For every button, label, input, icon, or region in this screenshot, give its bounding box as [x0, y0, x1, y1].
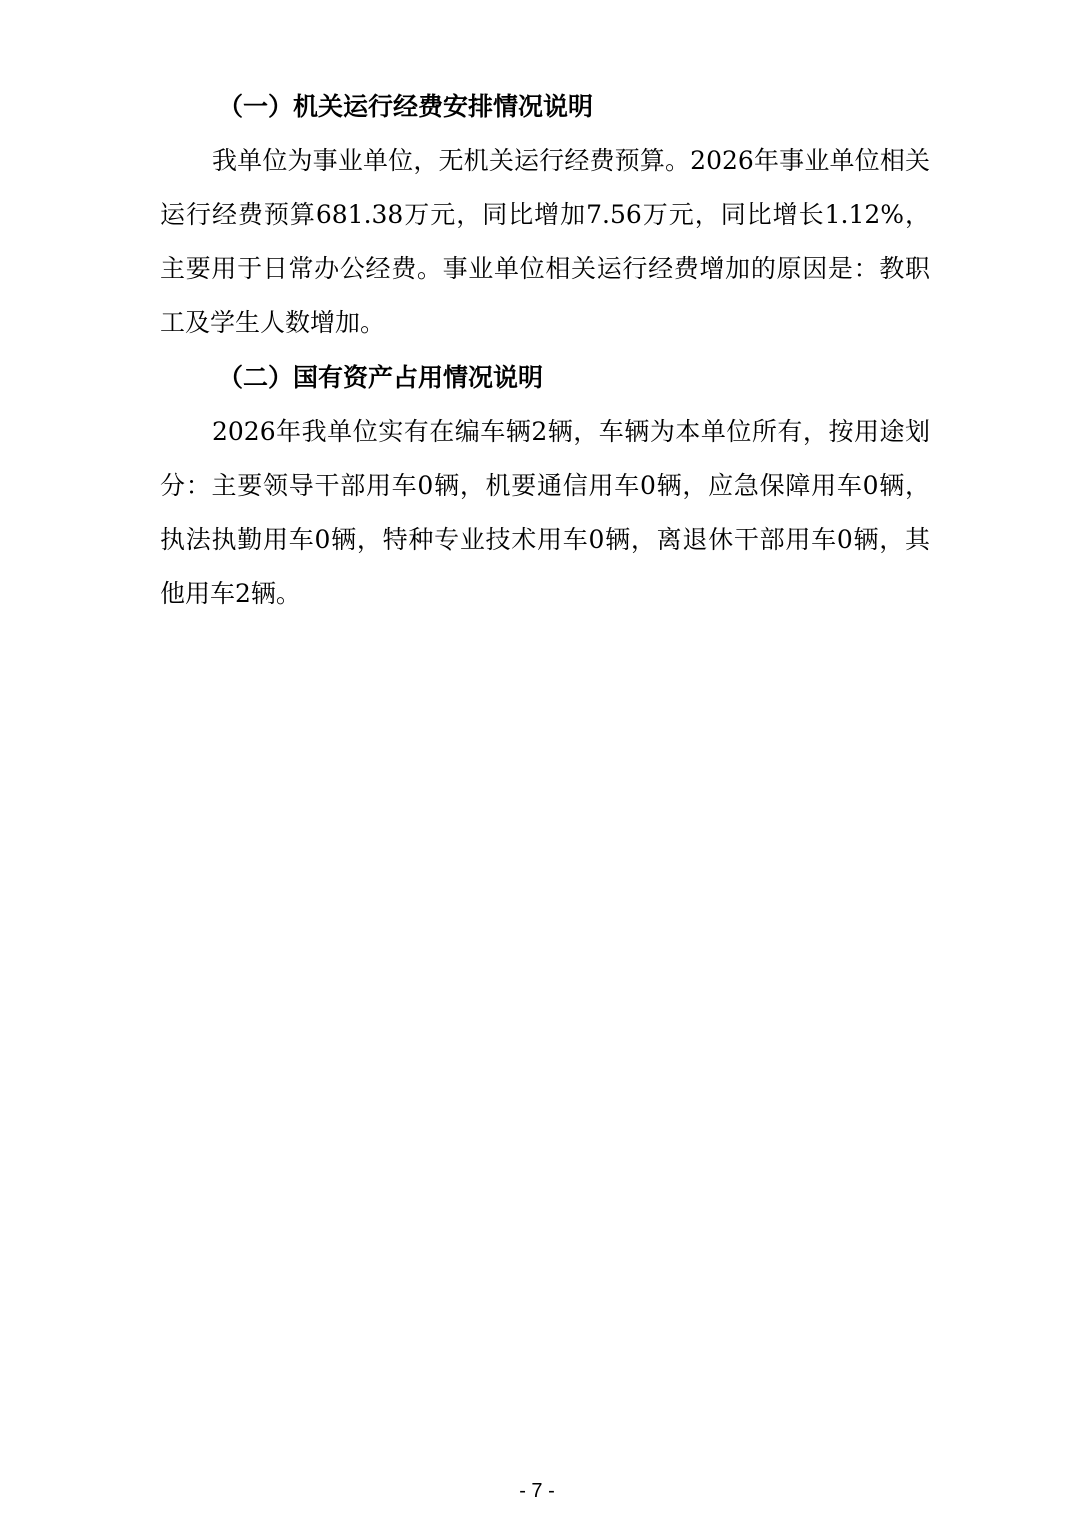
paragraph-operating-expenses: 我单位为事业单位，无机关运行经费预算。2026年事业单位相关运行经费预算681.38万元，同比增加7.56万元，同比增长1.12%，主要用于日常办公经费。事业单位相关运行经费增加的原因是：教职工及学生人数增加。	[160, 146, 930, 337]
page-number: - 7 -	[519, 1480, 555, 1502]
section-heading-state-assets: （二）国有资产占用情况说明	[218, 363, 544, 392]
section-heading-operating-expenses: （一）机关运行经费安排情况说明	[218, 92, 594, 121]
paragraph-state-assets: 2026年我单位实有在编车辆2辆，车辆为本单位所有，按用途划分：主要领导干部用车0辆，机要通信用车0辆，应急保障用车0辆，执法执勤用车0辆，特种专业技术用车0辆，离退休干部用车0辆，其他用车2辆。	[160, 417, 930, 608]
